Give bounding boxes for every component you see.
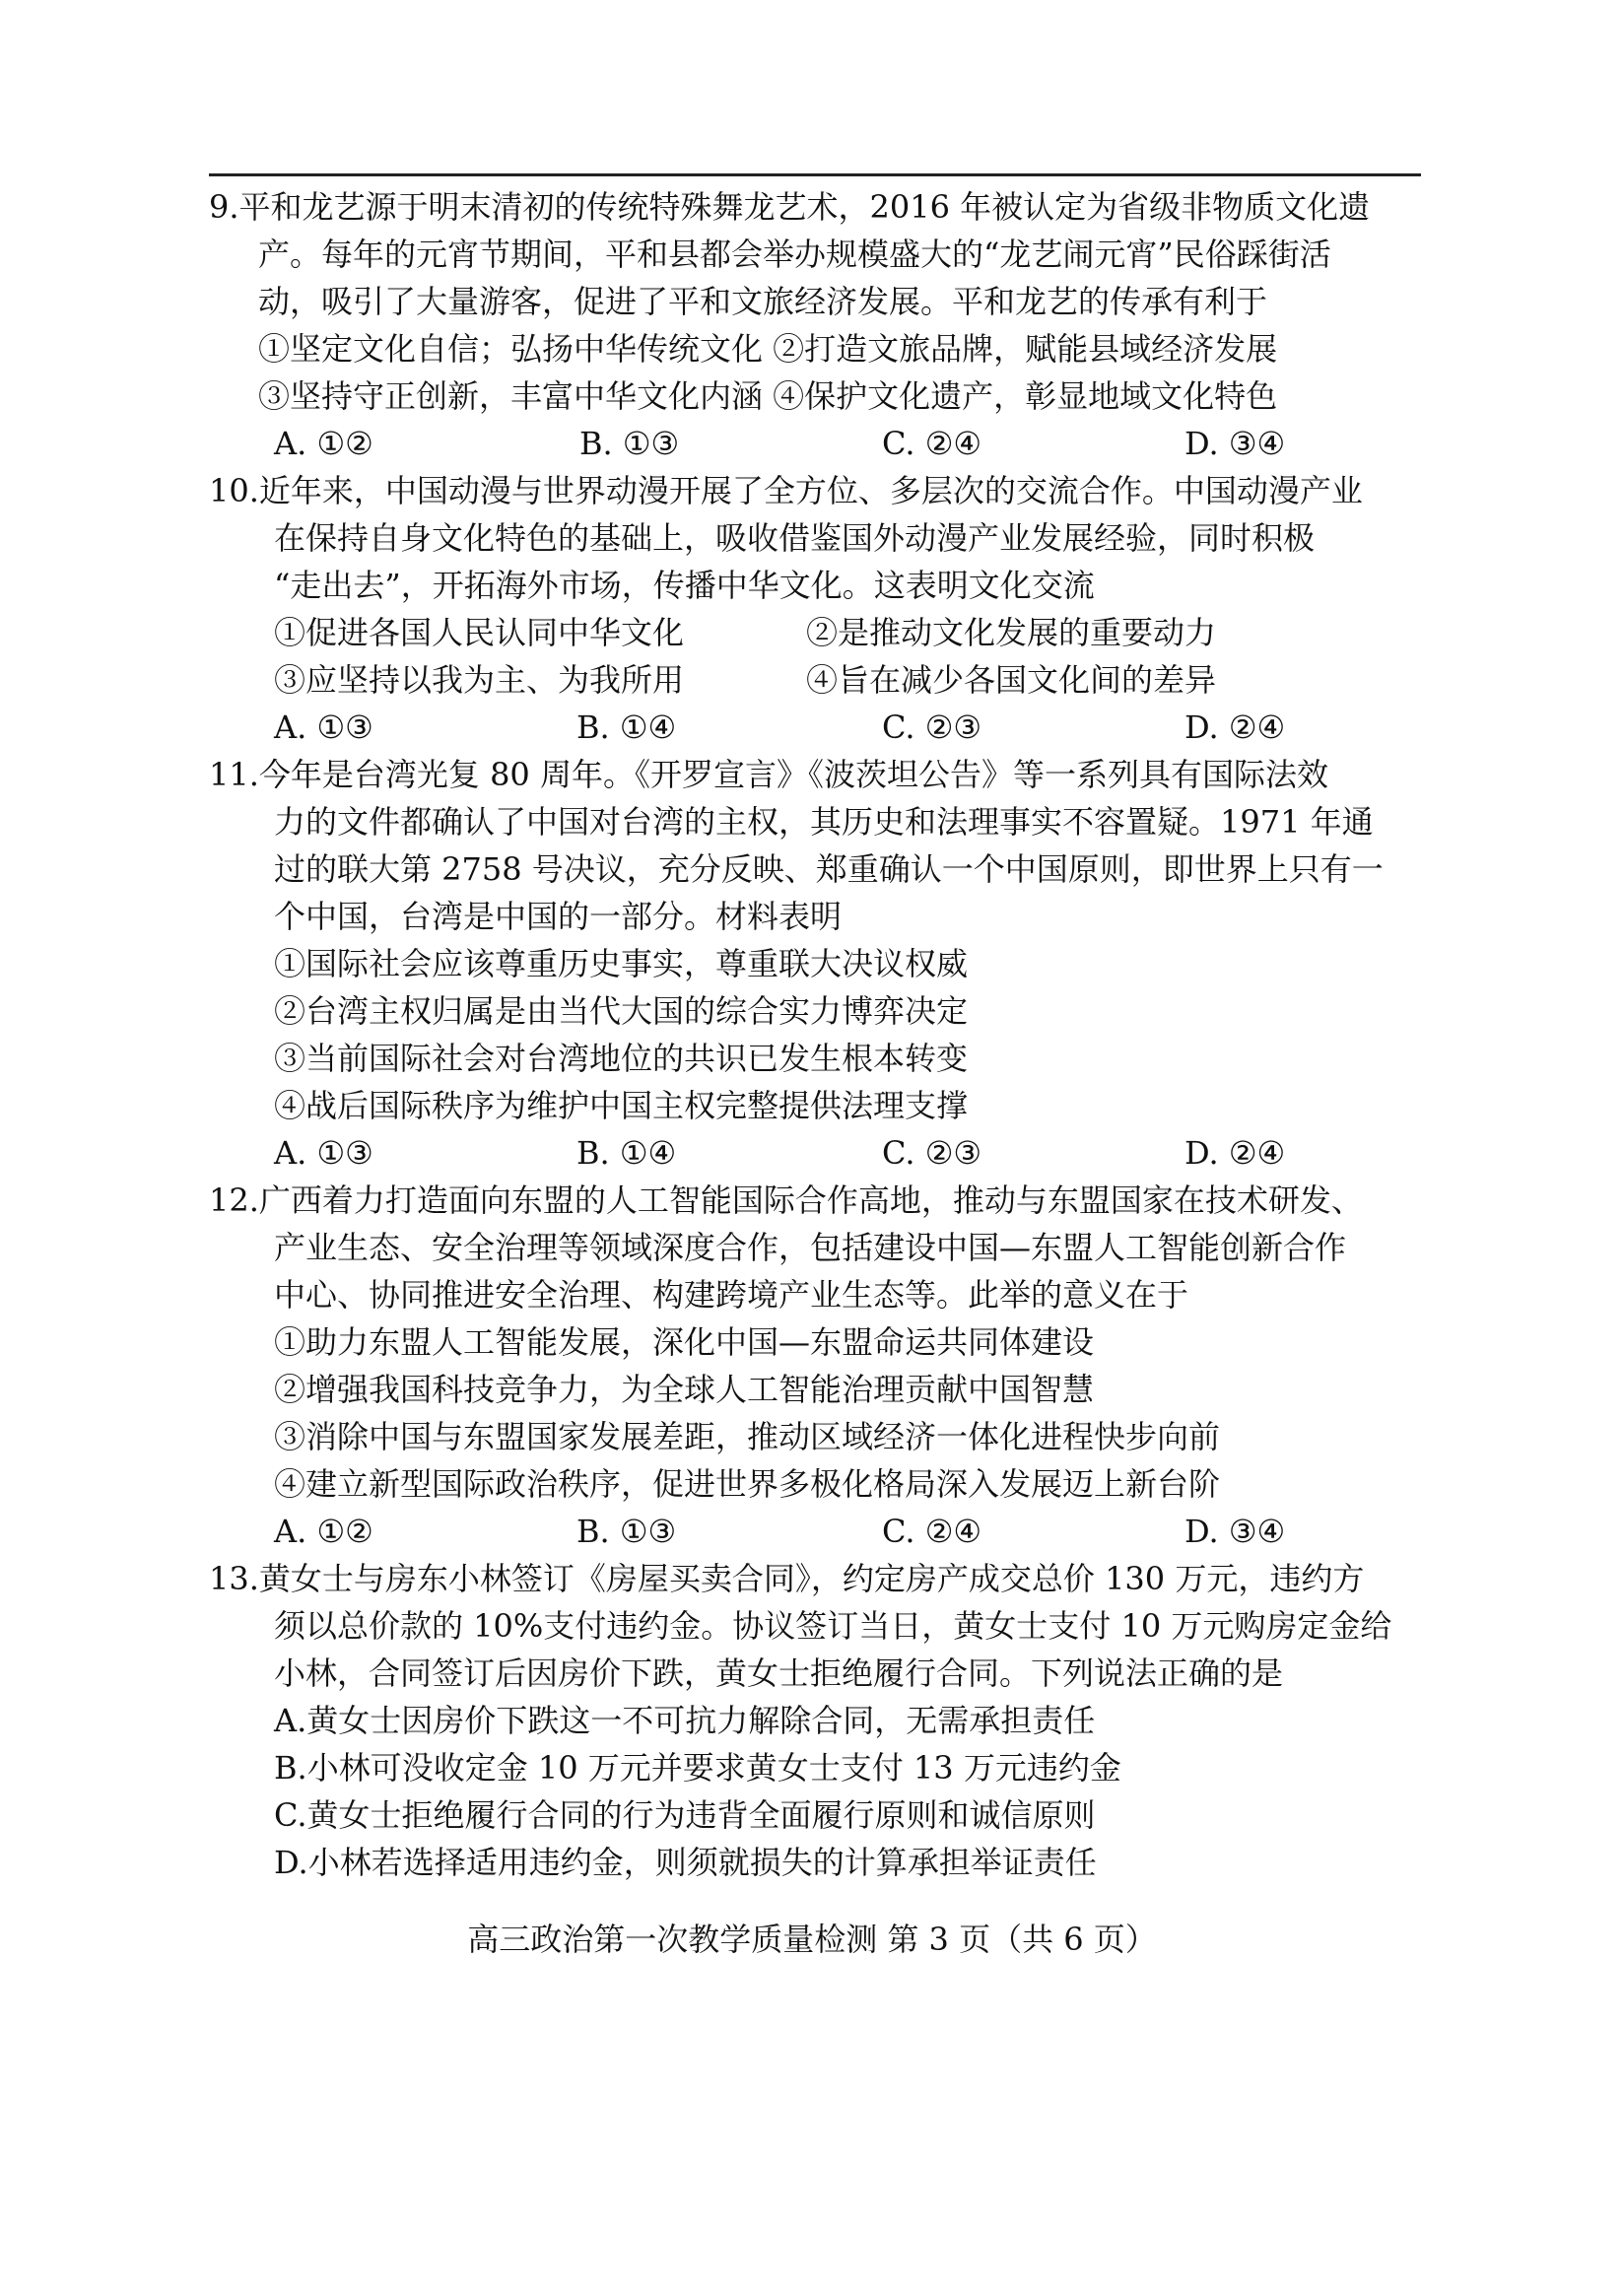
question-stem-line: 产。每年的元宵节期间，平和县都会举办规模盛大的“龙艺闹元宵”民俗踩街活 — [258, 236, 1331, 273]
statement-line: ①助力东盟人工智能发展，深化中国—东盟命运共同体建设 — [274, 1323, 1095, 1361]
option-d[interactable]: D. ②④ — [1184, 1134, 1286, 1172]
question-stem-line: 12.广西着力打造面向东盟的人工智能国际合作高地，推动与东盟国家在技术研发、 — [209, 1181, 1363, 1219]
option-c[interactable]: C.黄女士拒绝履行合同的行为违背全面履行原则和诚信原则 — [274, 1796, 1096, 1834]
question-stem-line: 个中国，台湾是中国的一部分。材料表明 — [274, 898, 843, 935]
option-a[interactable]: A. ①③ — [274, 1134, 373, 1172]
option-c[interactable]: C. ②④ — [882, 425, 982, 462]
option-c[interactable]: C. ②③ — [882, 708, 982, 746]
page-footer: 高三政治第一次教学质量检测 第 3 页（共 6 页） — [467, 1921, 1157, 1958]
question-stem-line: 9.平和龙艺源于明末清初的传统特殊舞龙艺术，2016 年被认定为省级非物质文化遗 — [209, 188, 1371, 226]
question-stem-line: 10.近年来，中国动漫与世界动漫开展了全方位、多层次的交流合作。中国动漫产业 — [209, 472, 1363, 509]
statement-line: ④建立新型国际政治秩序，促进世界多极化格局深入发展迈上新台阶 — [274, 1465, 1221, 1503]
statement-line: ③坚持守正创新，丰富中华文化内涵 ④保护文化遗产，彰显地域文化特色 — [258, 377, 1278, 415]
option-d[interactable]: D. ②④ — [1184, 708, 1286, 746]
option-b[interactable]: B. ①④ — [576, 708, 677, 746]
statement-line: ④旨在减少各国文化间的差异 — [806, 661, 1217, 699]
question-stem-line: 在保持自身文化特色的基础上，吸收借鉴国外动漫产业发展经验，同时积极 — [274, 519, 1316, 557]
statement-line: ③消除中国与东盟国家发展差距，推动区域经济一体化进程快步向前 — [274, 1418, 1221, 1455]
statement-line: ②台湾主权归属是由当代大国的综合实力博弈决定 — [274, 992, 969, 1030]
option-b[interactable]: B. ①③ — [576, 1513, 677, 1550]
question-stem-line: 动，吸引了大量游客，促进了平和文旅经济发展。平和龙艺的传承有利于 — [258, 283, 1268, 320]
option-a[interactable]: A. ①② — [274, 1513, 373, 1550]
option-d[interactable]: D. ③④ — [1184, 425, 1286, 462]
header-rule — [209, 173, 1421, 176]
question-stem-line: 产业生态、安全治理等领域深度合作，包括建设中国—东盟人工智能创新合作 — [274, 1229, 1347, 1266]
option-d[interactable]: D. ③④ — [1184, 1513, 1286, 1550]
option-a[interactable]: A.黄女士因房价下跌这一不可抗力解除合同，无需承担责任 — [274, 1702, 1096, 1739]
option-b[interactable]: B. ①③ — [579, 425, 680, 462]
statement-line: ①国际社会应该尊重历史事实，尊重联大决议权威 — [274, 945, 969, 982]
option-c[interactable]: C. ②④ — [882, 1513, 982, 1550]
statement-line: ④战后国际秩序为维护中国主权完整提供法理支撑 — [274, 1087, 969, 1124]
question-stem-line: 11.今年是台湾光复 80 周年。《开罗宣言》《波茨坦公告》等一系列具有国际法效 — [209, 756, 1328, 793]
question-stem-line: 中心、协同推进安全治理、构建跨境产业生态等。此举的意义在于 — [274, 1276, 1189, 1314]
statement-line: ②增强我国科技竞争力，为全球人工智能治理贡献中国智慧 — [274, 1371, 1095, 1408]
question-stem-line: 过的联大第 2758 号决议，充分反映、郑重确认一个中国原则，即世界上只有一 — [274, 850, 1384, 888]
option-a[interactable]: A. ①② — [274, 425, 373, 462]
question-stem-line: 力的文件都确认了中国对台湾的主权，其历史和法理事实不容置疑。1971 年通 — [274, 803, 1374, 841]
statement-line: ①坚定文化自信；弘扬中华传统文化 ②打造文旅品牌，赋能县域经济发展 — [258, 330, 1278, 368]
option-b[interactable]: B. ①④ — [576, 1134, 677, 1172]
statement-line: ①促进各国人民认同中华文化 — [274, 614, 685, 651]
question-stem-line: 须以总价款的 10%支付违约金。协议签订当日，黄女士支付 10 万元购房定金给 — [274, 1607, 1392, 1645]
option-d[interactable]: D.小林若选择适用违约金，则须就损失的计算承担举证责任 — [274, 1844, 1097, 1881]
statement-line: ③应坚持以我为主、为我所用 — [274, 661, 685, 699]
statement-line: ③当前国际社会对台湾地位的共识已发生根本转变 — [274, 1040, 969, 1077]
question-stem-line: 13.黄女士与房东小林签订《房屋买卖合同》，约定房产成交总价 130 万元，违约方 — [209, 1560, 1365, 1597]
question-stem-line: 小林，合同签订后因房价下跌，黄女士拒绝履行合同。下列说法正确的是 — [274, 1654, 1284, 1692]
option-c[interactable]: C. ②③ — [882, 1134, 982, 1172]
option-a[interactable]: A. ①③ — [274, 708, 373, 746]
question-stem-line: “走出去”，开拓海外市场，传播中华文化。这表明文化交流 — [274, 567, 1095, 604]
statement-line: ②是推动文化发展的重要动力 — [806, 614, 1217, 651]
option-b[interactable]: B.小林可没收定金 10 万元并要求黄女士支付 13 万元违约金 — [274, 1749, 1121, 1787]
